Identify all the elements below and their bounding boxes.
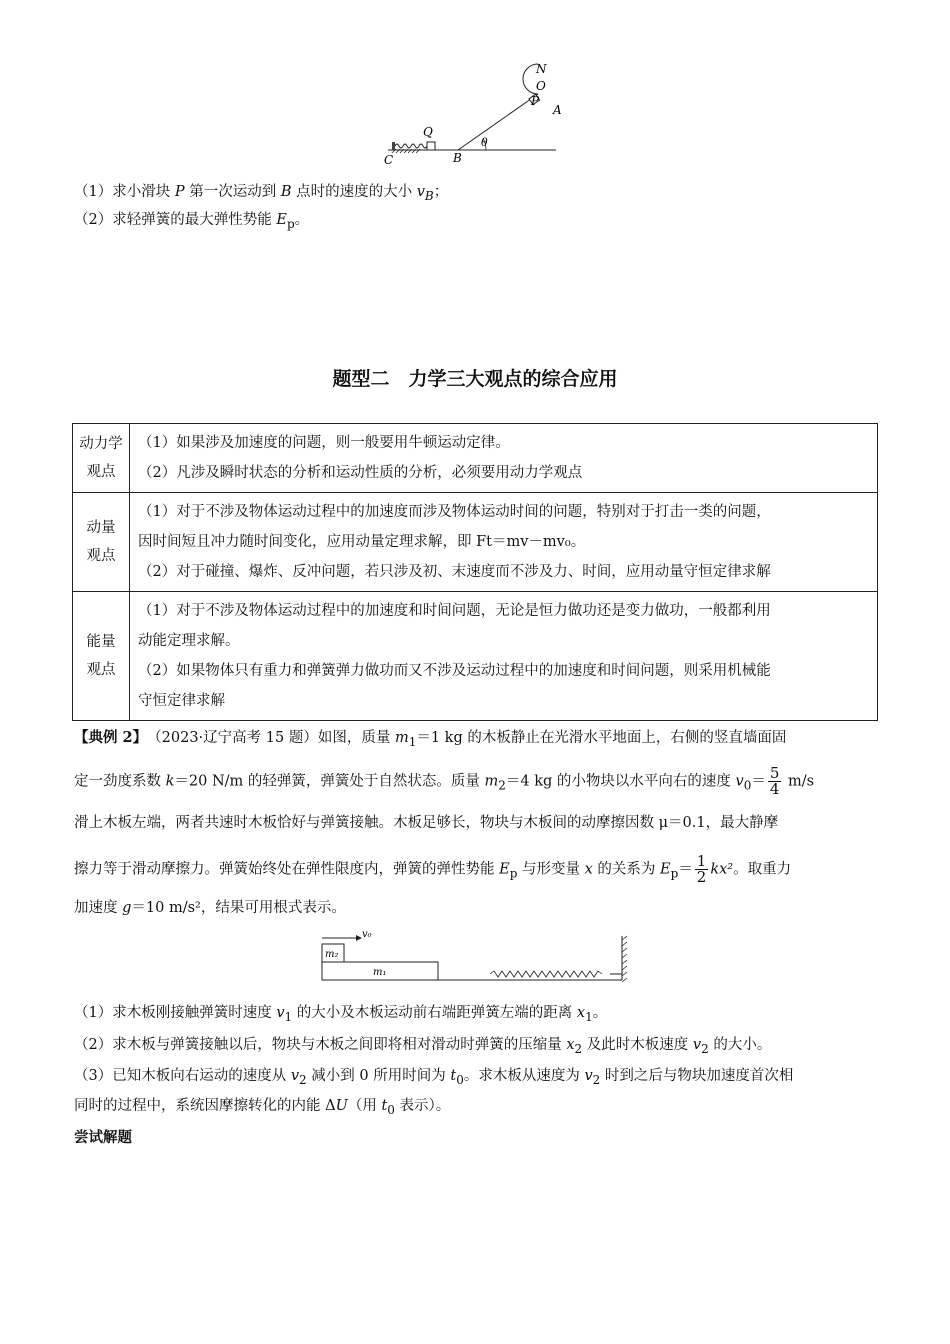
incline-figure bbox=[378, 58, 563, 168]
table-row bbox=[73, 592, 878, 721]
category-cell: 动力学 观点 bbox=[73, 424, 130, 493]
board-spring-figure bbox=[318, 928, 633, 986]
problem1-q1: （1）求小滑块 P 第一次运动到 B 点时的速度的大小 $v_B$； bbox=[74, 184, 449, 203]
viewpoints-table bbox=[72, 423, 878, 721]
category-cell: 动量 观点 bbox=[73, 493, 130, 592]
try-solve-label: 尝试解题 bbox=[74, 1130, 132, 1146]
content-cell: （1）对于不涉及物体运动过程中的加速度和时间问题，无论是恒力做功还是变力做功，一般都利用 动能定理求解。 （2）如果物体只有重力和弹簧弹力做功而又不涉及运动过程中的加速度和时间问题，则采用机械能 守恒定律求解 bbox=[130, 592, 878, 721]
table-row bbox=[73, 493, 878, 592]
category-cell: 能量 观点 bbox=[73, 592, 130, 721]
example2-q2: （2）求木板与弹簧接触以后，物块与木板之间即将相对滑动时弹簧的压缩量 $x_2$ 及此时木板速度 $v_2$ 的大小。 bbox=[74, 1037, 772, 1056]
label-N: N bbox=[536, 62, 547, 76]
label-theta: θ bbox=[481, 136, 488, 149]
label-A: A bbox=[553, 103, 562, 117]
label-O: O bbox=[536, 79, 546, 93]
example2-line3: 滑上木板左端，两者共速时木板恰好与弹簧接触。木板足够长，物块与木板间的动摩擦因数 μ＝0.1，最大静摩 bbox=[74, 815, 779, 831]
content-cell: （1）如果涉及加速度的问题，则一般要用牛顿运动定律。 （2）凡涉及瞬时状态的分析和运动性质的分析，必须要用动力学观点 bbox=[130, 424, 878, 493]
label-Q: Q bbox=[423, 125, 433, 139]
label-m2: m₂ bbox=[325, 949, 339, 960]
label-B: B bbox=[453, 151, 462, 165]
example2-line2: 定一劲度系数 k＝20 N/m 的轻弹簧，弹簧处于自然状态。质量 $m_2=4$ kg 的小物块以水平向右的速度 $v_0=$ $\frac{5}{4}$ m/s bbox=[74, 764, 815, 798]
problem1-q2: （2）求轻弹簧的最大弹性势能 $E_p$。 bbox=[74, 212, 310, 231]
fraction-5-4: $\frac{5}{4}$ bbox=[769, 764, 780, 798]
label-m1: m₁ bbox=[373, 967, 387, 978]
label-C: C bbox=[384, 153, 394, 167]
example2-line4: 擦力等于滑动摩擦力。弹簧始终处在弹性限度内，弹簧的弹性势能 $E_p$ 与形变量 x 的关系为 $E_p=$ $\frac{1}{2}$ kx²。取重力 bbox=[74, 852, 792, 886]
label-P: P bbox=[531, 94, 540, 108]
label-v0: v₀ bbox=[362, 929, 372, 940]
example2-line1: 【典例 2】 （2023·辽宁高考 15 题）如图，质量 $m_1=1$ kg 的木板静止在光滑水平地面上，右侧的竖直墙面固 bbox=[74, 729, 787, 749]
example2-line5: 加速度 g＝10 m/s²，结果可用根式表示。 bbox=[74, 900, 346, 916]
content-cell: （1）对于不涉及物体运动过程中的加速度而涉及物体运动时间的问题，特别对于打击一类的问题， 因时间短且冲力随时间变化，应用动量定理求解，即 Ft＝mv－mv₀。 （2）对于碰撞、爆炸、反冲问题，若只涉及初、末速度而不涉及力、时间，应用动量守恒定律求解 bbox=[130, 493, 878, 592]
fraction-1-2: $\frac{1}{2}$ bbox=[696, 852, 707, 886]
table-row bbox=[73, 424, 878, 493]
section-title: 题型二 力学三大观点的综合应用 bbox=[332, 368, 618, 390]
example2-q1: （1）求木板刚接触弹簧时速度 $v_1$ 的大小及木板运动前右端距弹簧左端的距离 $x_1$。 bbox=[74, 1005, 608, 1024]
example2-q3-line1: （3）已知木板向右运动的速度从 $v_2$ 减小到 0 所用时间为 $t_0$。求木板从速度为 $v_2$ 时到之后与物块加速度首次相 bbox=[74, 1068, 794, 1087]
example2-q3-line2: 同时的过程中，系统因摩擦转化的内能 ΔU（用 $t_0$ 表示）。 bbox=[74, 1098, 451, 1117]
